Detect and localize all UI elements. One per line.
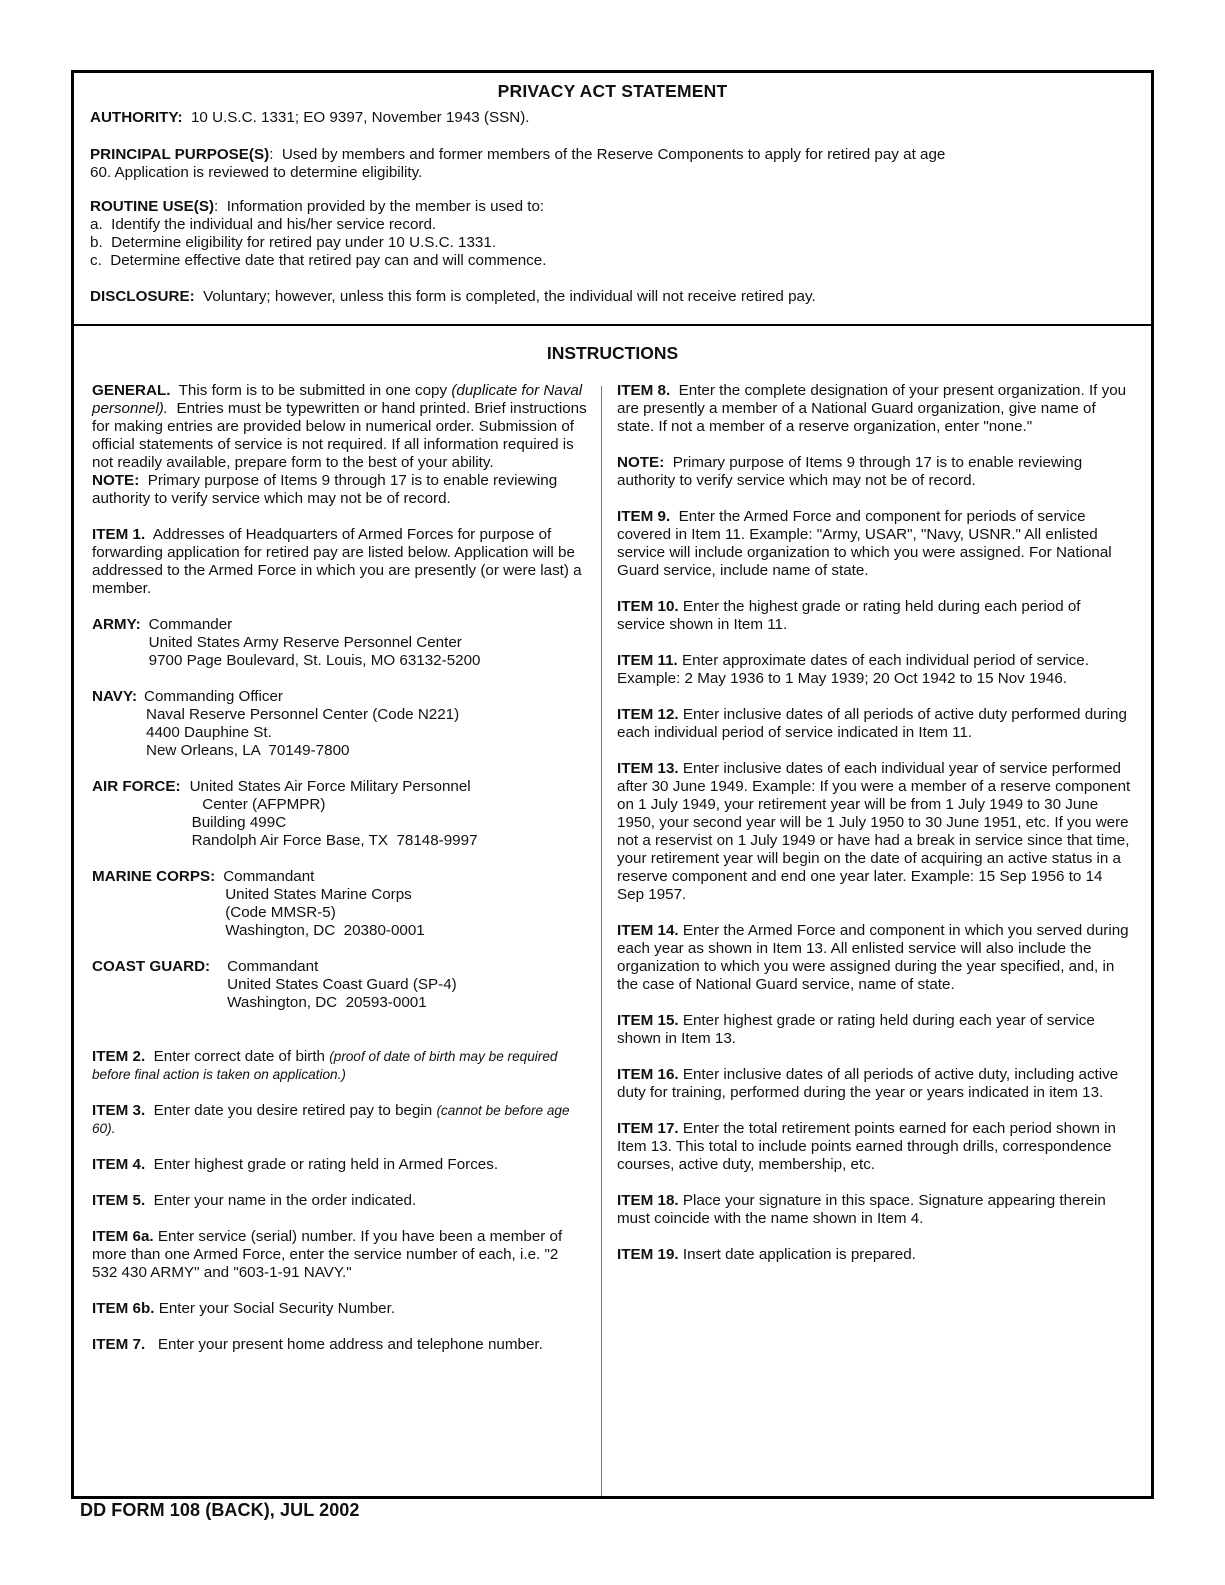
address-coast-guard [92, 958, 587, 1012]
address-line: Center (AFPMPR) [189, 796, 326, 813]
routine-label: ROUTINE USE(S) [90, 198, 215, 215]
item-9-text: Enter the Armed Force and component for periods of service covered in Item 11. Example: "Army, USAR", "Navy, USNR." All enlisted service will include organization to which you were assigned. For National Guard service, include name of state. [617, 508, 1112, 579]
item-15-label: ITEM 15. [617, 1012, 679, 1029]
address-label: MARINE CORPS: [92, 868, 216, 885]
item-5-instruction [92, 1192, 587, 1210]
instructions-title: INSTRUCTIONS [546, 343, 679, 363]
item-6b-label: ITEM 6b. [92, 1300, 155, 1317]
item-3-label: ITEM 3. [92, 1102, 146, 1119]
authority-line [90, 109, 530, 127]
address-label: AIR FORCE: [92, 778, 181, 795]
item-8-instruction [617, 382, 1132, 436]
item-2-italic: (proof of date of birth may be required before final action is taken on application.) [92, 1049, 558, 1082]
address-army [92, 616, 587, 670]
routine-line [90, 198, 544, 216]
note-label: NOTE: [92, 472, 140, 489]
address-line: Washington, DC 20593-0001 [227, 994, 427, 1011]
item-1-instruction [92, 526, 587, 598]
item-19-instruction [617, 1246, 1132, 1264]
address-label: COAST GUARD: [92, 958, 211, 975]
disclosure-line [90, 288, 816, 306]
item-7-text: Enter your present home address and telephone number. [157, 1336, 543, 1353]
disclosure-label: DISCLOSURE: [90, 288, 195, 305]
note-2-text: Primary purpose of Items 9 through 17 is to enable reviewing authority to verify service which may not be of record. [617, 454, 1083, 489]
purpose-line-2: 60. Application is reviewed to determine eligibility. [90, 164, 423, 181]
address-line: Randolph Air Force Base, TX 78148-9997 [191, 832, 478, 849]
general-text-1: This form is to be submitted in one copy [178, 382, 448, 399]
item-9-label: ITEM 9. [617, 508, 671, 525]
disclosure-text: Voluntary; however, unless this form is completed, the individual will not receive retired pay. [203, 288, 816, 305]
purpose-line-1 [90, 146, 945, 164]
address-line: Building 499C [191, 814, 287, 831]
item-13-label: ITEM 13. [617, 760, 679, 777]
item-17-label: ITEM 17. [617, 1120, 679, 1137]
item-14-label: ITEM 14. [617, 922, 679, 939]
routine-item-c: c. Determine effective date that retired pay can and will commence. [90, 252, 547, 269]
form-identifier: DD FORM 108 (BACK), JUL 2002 [80, 1500, 360, 1520]
address-line: United States Coast Guard (SP-4) [227, 976, 457, 993]
item-3-instruction [92, 1102, 587, 1138]
item-16-label: ITEM 16. [617, 1066, 679, 1083]
item-7-label: ITEM 7. [92, 1336, 146, 1353]
item-18-instruction [617, 1192, 1132, 1228]
note-2-instruction [617, 454, 1132, 490]
address-line: United States Marine Corps [225, 886, 412, 903]
instructions-right-column [617, 382, 1132, 1282]
item-8-text: Enter the complete designation of your present organization. If you are presently a member of a National Guard organization, give name of state. If not a member of a reserve organization, enter "none." [617, 382, 1127, 435]
address-marine-corps [92, 868, 587, 940]
item-3-italic: (cannot be before age 60). [92, 1103, 570, 1136]
note-2-label: NOTE: [617, 454, 665, 471]
address-label: ARMY: [92, 616, 141, 633]
item-12-instruction [617, 706, 1132, 742]
item-6a-label: ITEM 6a. [92, 1228, 154, 1245]
address-line: Washington, DC 20380-0001 [225, 922, 425, 939]
address-line: (Code MMSR-5) [225, 904, 336, 921]
item-11-instruction [617, 652, 1132, 688]
item-11-text: Enter approximate dates of each individual period of service. Example: 2 May 1936 to 1 May 1939; 20 Oct 1942 to 15 Nov 1946. [617, 652, 1089, 687]
routine-item-a: a. Identify the individual and his/her service record. [90, 216, 437, 233]
privacy-act-section [74, 73, 1151, 326]
address-line: United States Army Reserve Personnel Center [148, 634, 462, 651]
item-19-label: ITEM 19. [617, 1246, 679, 1263]
address-line: Naval Reserve Personnel Center (Code N221) [146, 706, 460, 723]
item-14-text: Enter the Armed Force and component in which you served during each year as shown in Item 13. All enlisted service will also include the organization to which you were assigned during the year specified, and, in the case of National Guard service, name of state. [617, 922, 1129, 993]
item-6a-instruction [92, 1228, 587, 1282]
item-9-instruction [617, 508, 1132, 580]
note-instruction [92, 472, 587, 508]
routine-item-b: b. Determine eligibility for retired pay under 10 U.S.C. 1331. [90, 234, 497, 251]
item-2-instruction [92, 1048, 587, 1084]
item-19-text: Insert date application is prepared. [682, 1246, 916, 1263]
instructions-left-column [92, 382, 587, 1372]
address-line: Commandant [223, 868, 315, 885]
address-line: New Orleans, LA 70149-7800 [146, 742, 350, 759]
item-13-instruction [617, 760, 1132, 904]
item-1-text: Addresses of Headquarters of Armed Forces for purpose of forwarding application for retired pay are listed below. Application will be addressed to the Armed Force in which you are presently (or were last) a member. [92, 526, 582, 597]
address-air-force [92, 778, 587, 850]
address-line: Commandant [227, 958, 319, 975]
address-line: United States Air Force Military Personnel [189, 778, 471, 795]
item-11-label: ITEM 11. [617, 652, 678, 669]
item-2-label: ITEM 2. [92, 1048, 146, 1065]
address-line: 9700 Page Boulevard, St. Louis, MO 63132-5200 [148, 652, 481, 669]
purpose-label: PRINCIPAL PURPOSE(S) [90, 146, 270, 163]
item-12-label: ITEM 12. [617, 706, 679, 723]
item-2-text: Enter correct date of birth [153, 1048, 325, 1065]
item-15-instruction [617, 1012, 1132, 1048]
item-5-text: Enter your name in the order indicated. [153, 1192, 417, 1209]
general-text-2: Entries must be typewritten or hand printed. Brief instructions for making entries are provided below in numerical order. Submission of official statements of service is not required. If all information required is not readily available, prepare form to the best of your ability. [92, 400, 587, 471]
item-4-text: Enter highest grade or rating held in Armed Forces. [153, 1156, 499, 1173]
column-divider [601, 386, 602, 1496]
item-6b-instruction [92, 1300, 587, 1318]
form-frame [71, 70, 1154, 1499]
item-4-label: ITEM 4. [92, 1156, 146, 1173]
item-16-instruction [617, 1066, 1132, 1102]
item-7-instruction [92, 1336, 587, 1354]
address-line: Commanding Officer [144, 688, 283, 705]
item-1-label: ITEM 1. [92, 526, 146, 543]
address-line: 4400 Dauphine St. [146, 724, 272, 741]
item-6a-text: Enter service (serial) number. If you have been a member of more than one Armed Force, enter the service number of each, i.e. "2 532 430 ARMY" and "603-1-91 NAVY." [92, 1228, 563, 1281]
item-17-text: Enter the total retirement points earned for each period shown in Item 13. This total to include points earned through drills, correspondence courses, active duty, membership, etc. [617, 1120, 1116, 1173]
item-15-text: Enter highest grade or rating held during each year of service shown in Item 13. [617, 1012, 1095, 1047]
privacy-act-title: PRIVACY ACT STATEMENT [497, 81, 728, 101]
item-10-text: Enter the highest grade or rating held during each period of service shown in Item 11. [617, 598, 1081, 633]
authority-label: AUTHORITY: [90, 109, 183, 126]
general-instruction [92, 382, 587, 472]
item-16-text: Enter inclusive dates of all periods of active duty, including active duty for training, performed during the year or years indicated in item 13. [617, 1066, 1119, 1101]
note-text: Primary purpose of Items 9 through 17 is to enable reviewing authority to verify service which may not be of record. [92, 472, 558, 507]
general-label: GENERAL. [92, 382, 171, 399]
item-8-label: ITEM 8. [617, 382, 671, 399]
general-italic: (duplicate for Naval personnel). [92, 382, 583, 417]
address-navy [92, 688, 587, 760]
item-10-label: ITEM 10. [617, 598, 679, 615]
item-14-instruction [617, 922, 1132, 994]
routine-text: : Information provided by the member is used to: [214, 198, 545, 215]
item-3-text: Enter date you desire retired pay to begin [153, 1102, 433, 1119]
purpose-text-1: : Used by members and former members of the Reserve Components to apply for retired pay at age [269, 146, 946, 163]
item-10-instruction [617, 598, 1132, 634]
item-18-label: ITEM 18. [617, 1192, 679, 1209]
item-18-text: Place your signature in this space. Signature appearing therein must coincide with the name shown in Item 4. [617, 1192, 1106, 1227]
item-5-label: ITEM 5. [92, 1192, 146, 1209]
item-12-text: Enter inclusive dates of all periods of active duty performed during each individual period of service indicated in Item 11. [617, 706, 1127, 741]
item-17-instruction [617, 1120, 1132, 1174]
item-4-instruction [92, 1156, 587, 1174]
item-13-text: Enter inclusive dates of each individual year of service performed after 30 June 1949. Example: If you were a member of a reserve component on 1 July 1949, your retirement year will be from 1 July 1949 to 30 June 1950, your second year will be 1 July 1950 to 30 June 1951, etc. If you were not a reservist on 1 July 1949 or have had a break in service since that time, your retirement year will begin on the date of acquiring an active status in a reserve component and end one year later. Example: 15 Sep 1956 to 14 Sep 1957. [617, 760, 1131, 903]
authority-text: 10 U.S.C. 1331; EO 9397, November 1943 (SSN). [190, 109, 530, 126]
item-6b-text: Enter your Social Security Number. [158, 1300, 396, 1317]
address-line: Commander [148, 616, 233, 633]
address-label: NAVY: [92, 688, 137, 705]
